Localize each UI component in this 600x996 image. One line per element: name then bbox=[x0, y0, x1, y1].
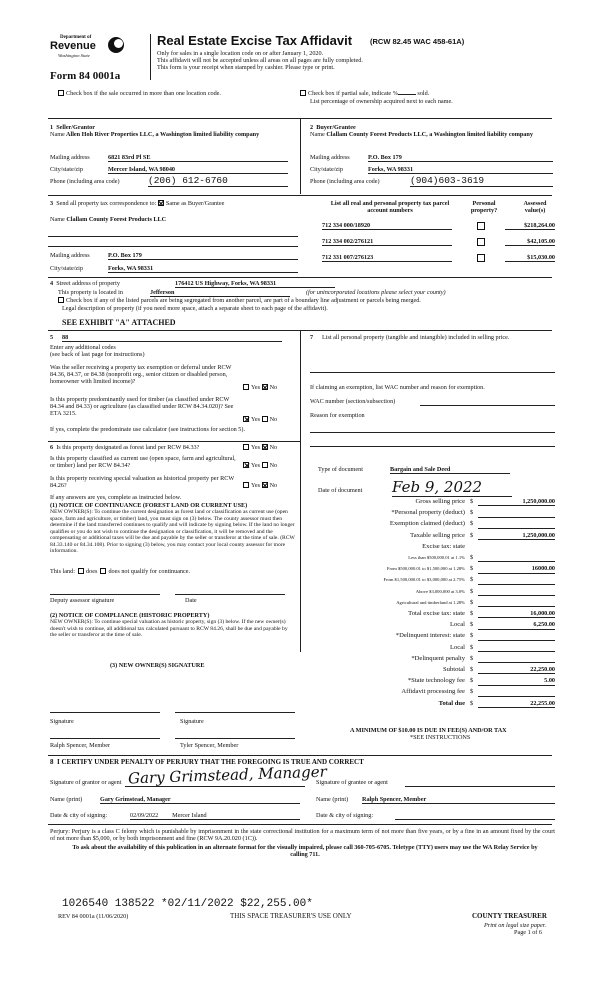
section7-label: List all personal property (tangible and intangible) included in selling price. bbox=[322, 334, 510, 341]
section3-city-value[interactable]: Forks, WA 98331 bbox=[108, 265, 298, 273]
assessed-col-header: Assessed value(s) bbox=[523, 200, 547, 215]
checkbox[interactable] bbox=[243, 384, 249, 390]
buyer-city-value[interactable]: Forks, WA 98331 bbox=[368, 166, 553, 174]
tax-row bbox=[318, 655, 555, 665]
tax-row bbox=[318, 532, 555, 542]
grantor-name-value[interactable]: Gary Grimstead, Manager bbox=[100, 796, 300, 804]
dollar-sign: $ bbox=[470, 666, 474, 673]
page-number: Page 1 of 6 bbox=[514, 929, 543, 936]
grantee-date-label: Date & city of signing: bbox=[316, 812, 374, 819]
dollar-sign: $ bbox=[470, 520, 474, 528]
tax-row bbox=[318, 565, 555, 575]
section3-heading: 3 Send all property tax correspondence to: Same as Buyer/Grantee bbox=[50, 200, 225, 207]
reason-label: Reason for exemption bbox=[310, 412, 365, 419]
tax-row-value[interactable] bbox=[478, 509, 555, 517]
tax-row-value[interactable]: 6,250.00 bbox=[478, 621, 555, 629]
section3-name: Name Clallam County Forest Products LLC bbox=[50, 216, 167, 223]
dollar-sign: $ bbox=[470, 554, 474, 561]
tax-row-label: Local bbox=[449, 621, 465, 629]
same-as-checkbox[interactable] bbox=[158, 200, 164, 206]
tax-row bbox=[318, 498, 555, 508]
tax-row-label: Taxable selling price bbox=[410, 531, 465, 539]
grantor-date-city[interactable]: 02/09/2022 Mercer Island bbox=[130, 812, 300, 820]
tax-row-value[interactable] bbox=[478, 644, 555, 652]
buyer-mailing-value[interactable]: P.O. Box 179 bbox=[368, 154, 553, 162]
assessed-value[interactable]: $42,105.00 bbox=[505, 238, 555, 246]
new-owner-sig-label-1[interactable]: Signature bbox=[50, 718, 74, 725]
checkbox[interactable] bbox=[243, 482, 249, 488]
dollar-sign: $ bbox=[470, 654, 474, 662]
logo-state: Washington State bbox=[58, 53, 90, 58]
tax-row bbox=[318, 520, 555, 530]
land-qualify: This land: does does not qualify for continuance. bbox=[50, 568, 191, 575]
form-number: Form 84 0001a bbox=[50, 70, 121, 82]
checkbox[interactable] bbox=[58, 297, 64, 303]
new-owner-signature-head: (3) NEW OWNER(S) SIGNATURE bbox=[110, 662, 205, 669]
exemption-label: If claiming an exemption, list WAC number and reason for exemption. bbox=[310, 384, 485, 391]
see-instructions-note: *SEE INSTRUCTIONS bbox=[410, 734, 471, 741]
codes-label: Enter any additional codes bbox=[50, 344, 116, 351]
section3-city-label: City/state/zip bbox=[50, 265, 83, 272]
notice-compliance-head: (2) NOTICE OF COMPLIANCE (HISTORIC PROPERTY) bbox=[50, 612, 210, 619]
seller-mailing: Mailing address bbox=[50, 154, 90, 161]
tax-row-value[interactable]: 22,255.00 bbox=[478, 700, 555, 708]
seller-city-label: City/state/zip bbox=[50, 166, 83, 173]
tax-row-value[interactable] bbox=[478, 576, 555, 584]
street-label: 4 Street address of property bbox=[50, 280, 120, 287]
segregated-label: Check box if any of the listed parcels are being segregated from another parcel, are part of a boundary line adjustment or parcels being merged. bbox=[66, 297, 421, 304]
tax-row-label: *State technology fee bbox=[407, 677, 465, 685]
checkbox[interactable] bbox=[262, 416, 268, 422]
dollar-sign: $ bbox=[470, 576, 474, 584]
title-note-1: Only for sales in a single location code on or after January 1, 2020. bbox=[157, 50, 324, 57]
tax-row-label: *Delinquent penalty bbox=[411, 654, 465, 662]
dollar-sign: $ bbox=[470, 610, 474, 617]
tax-row-label: Subtotal bbox=[443, 666, 465, 673]
section5-q2-answer[interactable]: Yes No bbox=[243, 416, 277, 423]
tax-row-value[interactable]: 1,250,000.00 bbox=[478, 498, 555, 506]
buyer-phone-label: Phone (including area code) bbox=[310, 178, 380, 185]
location-code[interactable]: 88 bbox=[62, 334, 282, 342]
logo-emblem-cut bbox=[114, 39, 123, 48]
checkbox[interactable] bbox=[262, 462, 268, 468]
checkbox[interactable] bbox=[100, 568, 106, 574]
seller-heading: 1 Seller/Grantor bbox=[50, 124, 96, 131]
seller-phone-value[interactable]: (206) 612-6760 bbox=[148, 175, 288, 187]
legal-description-label: Legal description of property (if you need more space, attach a separate sheet to each page of the affidavit). bbox=[62, 305, 328, 312]
tax-row-label: Less than $500,000.01 at 1.1% bbox=[408, 555, 465, 560]
form-revision: REV 84 0001a (11/06/2020) bbox=[58, 913, 129, 920]
personal-col-header: Personal property? bbox=[470, 200, 498, 215]
partial-sale-label: Check box if partial sale, indicate % bbox=[308, 90, 398, 97]
dollar-sign: $ bbox=[470, 531, 474, 539]
form-title: Real Estate Excise Tax Affidavit bbox=[157, 33, 353, 48]
county-treasurer-label: COUNTY TREASURER bbox=[472, 912, 547, 920]
checkbox[interactable] bbox=[243, 416, 249, 422]
checkbox[interactable] bbox=[78, 568, 84, 574]
seller-city-value[interactable]: Mercer Island, WA 98040 bbox=[108, 166, 288, 174]
tax-row bbox=[318, 700, 555, 710]
checkbox[interactable] bbox=[262, 482, 268, 488]
tax-row-value[interactable]: 16,000.00 bbox=[478, 610, 555, 618]
section6-q2: Is this property classified as current use (open space, farm and agricultural, or timber) land per RCW 84.34? bbox=[50, 455, 236, 470]
multi-location-check[interactable] bbox=[58, 90, 221, 97]
buyer-heading: 2 Buyer/Grantee bbox=[310, 124, 356, 131]
tax-row-value[interactable]: 1,250,000.00 bbox=[478, 532, 555, 540]
alternate-format-note: To ask about the availability of this publication in an alternate format for the visually impaired, please call 360-705-6705. Teletype (TTY) users may use the WA Relay Service by calling 711. bbox=[72, 844, 538, 859]
new-owner-name-1: Ralph Spencer, Member bbox=[50, 742, 111, 749]
personal-checkbox[interactable] bbox=[477, 254, 485, 262]
title-note-2: This affidavit will not be accepted unless all areas on all pages are fully completed. bbox=[157, 57, 363, 64]
section5-q2: Is this property predominantly used for timber (as classified under RCW 84.34 and 84.33) or agriculture (as classified under RCW 84.34.020)? See ETA 3215. bbox=[50, 396, 234, 418]
doc-type-value[interactable]: Bargain and Sale Deed bbox=[390, 466, 510, 474]
tax-row bbox=[318, 688, 555, 698]
tax-row-value[interactable] bbox=[478, 688, 555, 696]
assessed-value[interactable]: $15,030.00 bbox=[505, 254, 555, 262]
tax-row-value[interactable]: 5.00 bbox=[478, 677, 555, 685]
grantee-signature-label: Signature of grantee or agent bbox=[316, 779, 388, 786]
buyer-phone-value[interactable]: (904)603-3619 bbox=[410, 175, 553, 187]
checkbox[interactable] bbox=[243, 462, 249, 468]
tax-row bbox=[318, 599, 555, 609]
section5-q1-answer[interactable]: Yes No bbox=[243, 384, 277, 391]
segregated-check[interactable] bbox=[58, 297, 421, 304]
checkbox[interactable] bbox=[243, 444, 249, 450]
dor-logo bbox=[50, 34, 130, 66]
codes-note: (see back of last page for instructions) bbox=[50, 351, 145, 358]
parcels-col-header: List all real and personal property tax parcel account numbers bbox=[330, 200, 450, 215]
parcel-number[interactable]: 712 334 002/276121 bbox=[322, 238, 452, 246]
buyer-city-label: City/state/zip bbox=[310, 166, 343, 173]
notice-continuance-body: NEW OWNER(S): To continue the current designation as forest land or classification as current use (open space, farm and agriculture, or timber) land, you must sign on (3) below. The county assessor must then determine if the land transferred continues to qualify and will indicate by signing below. If the land no longer qualifies or you do not wish to continue the designation or classification, it will be removed and the compensating or additional taxes will be due and payable by the seller or transferor at the time of sale. (RCW 84.33.140 or 84.34.108). Prior to signing (3) below, you may contact your local county assessor for more information. bbox=[50, 509, 295, 554]
section6-q1: 6 Is this property designated as forest land per RCW 84.33? bbox=[50, 444, 200, 451]
section6-q3-answer[interactable]: Yes No bbox=[243, 482, 277, 489]
street-address[interactable]: 176412 US Highway, Forks, WA 98331 bbox=[175, 280, 335, 288]
grantor-signature[interactable]: Gary Grimstead, Manager bbox=[127, 762, 328, 788]
parcel-number[interactable]: 712 331 007/276123 bbox=[322, 254, 452, 262]
tax-row-label: Total excise tax: state bbox=[408, 610, 465, 617]
dollar-sign: $ bbox=[470, 632, 474, 640]
treasurer-space-label: THIS SPACE TREASURER'S USE ONLY bbox=[230, 912, 352, 920]
grantor-signature-label: Signature of grantor or agent bbox=[50, 779, 122, 786]
dollar-sign: $ bbox=[470, 598, 474, 606]
tax-row bbox=[318, 576, 555, 586]
personal-checkbox[interactable] bbox=[477, 222, 485, 230]
seller-name: Name Allen Hoh River Properties LLC, a Washington limited liability company bbox=[50, 131, 260, 138]
tax-row-label: Excise tax: state bbox=[422, 542, 465, 550]
personal-checkbox[interactable] bbox=[477, 238, 485, 246]
tax-row bbox=[318, 621, 555, 631]
certify-heading: 8 I CERTIFY UNDER PENALTY OF PERJURY THAT THE FOREGOING IS TRUE AND CORRECT bbox=[50, 758, 364, 766]
treasurer-stamp: 1026540 138522 *02/11/2022 $22,255.00* bbox=[62, 898, 313, 910]
dollar-sign: $ bbox=[470, 509, 474, 517]
multi-location-label: Check box if the sale occurred in more than one location code. bbox=[66, 90, 221, 97]
title-note-3: This form is your receipt when stamped by cashier. Please type or print. bbox=[157, 64, 335, 71]
tax-row-label: From $1,500,000.01 to $3,000,000 at 2.75% bbox=[383, 577, 465, 583]
exhibit-note[interactable]: SEE EXHIBIT "A" ATTACHED bbox=[62, 318, 176, 327]
checkbox[interactable] bbox=[58, 90, 64, 96]
doc-date-value[interactable]: Feb 9, 2022 bbox=[392, 478, 512, 497]
section6-q2-answer[interactable]: Yes No bbox=[243, 462, 277, 469]
located-label: This property is located in bbox=[58, 289, 123, 296]
tax-row bbox=[318, 588, 555, 598]
buyer-name: Name Clallam County Forest Products LLC, a Washington limited liability company bbox=[310, 131, 533, 138]
tax-row-label: Local bbox=[449, 643, 465, 651]
grantee-name-value[interactable]: Ralph Spencer, Member bbox=[362, 796, 555, 804]
county-select[interactable]: Jefferson bbox=[150, 289, 290, 297]
section6-q3: Is this property receiving special valuation as historical property per RCW 84.26? bbox=[50, 475, 235, 490]
legal-size-note: Print on legal size paper. bbox=[484, 922, 547, 929]
doc-type-label: Type of document bbox=[318, 466, 363, 473]
section6-q4: If any answers are yes, complete as instructed below. bbox=[50, 494, 182, 501]
partial-sold-label: sold. bbox=[417, 90, 430, 97]
section5-q1: Was the seller receiving a property tax exemption or deferral under RCW 84.36, 84.37, or 84.38 (nonprofit org., senior citizen or disabled person, homeowner with limited income)? bbox=[50, 364, 232, 386]
tax-row-label: Agricultural and timberland at 1.28% bbox=[396, 599, 465, 605]
ownership-note: List percentage of ownership acquired next to each name. bbox=[310, 98, 453, 105]
tax-row-value[interactable]: 22,250.00 bbox=[478, 666, 555, 674]
seller-phone-label: Phone (including area code) bbox=[50, 178, 120, 185]
tax-row bbox=[318, 554, 555, 564]
dollar-sign: $ bbox=[470, 621, 474, 629]
tax-row bbox=[318, 644, 555, 654]
tax-row bbox=[318, 509, 555, 519]
grantor-date-label: Date & city of signing: bbox=[50, 812, 108, 819]
tax-row-label: Above $3,000,000 at 3.0% bbox=[415, 588, 465, 594]
doc-date-label: Date of document bbox=[318, 487, 363, 494]
unincorp-note: (for unincorporated locations please select your county) bbox=[306, 289, 446, 296]
tax-row-value[interactable] bbox=[478, 655, 555, 663]
deputy-signature-label: Deputy assessor signature bbox=[50, 597, 115, 604]
checkbox[interactable] bbox=[262, 444, 268, 450]
deputy-date-label: Date bbox=[185, 597, 197, 604]
section3-mailing-value[interactable]: P.O. Box 179 bbox=[108, 252, 298, 260]
tax-row-label: From $500,000.01 to $1,500,000 at 1.28% bbox=[386, 566, 465, 572]
wac-label: WAC number (section/subsection) bbox=[310, 398, 396, 405]
grantee-name-label: Name (print) bbox=[316, 796, 349, 803]
tax-row bbox=[318, 610, 555, 620]
new-owner-sig-label-2[interactable]: Signature bbox=[180, 718, 204, 725]
section3-mailing-label: Mailing address bbox=[50, 252, 90, 259]
section7-num: 7 bbox=[310, 334, 314, 341]
dollar-sign: $ bbox=[470, 699, 474, 707]
parcel-number[interactable]: 712 334 000/18920 bbox=[322, 222, 452, 230]
assessed-value[interactable]: $218,264.00 bbox=[505, 222, 555, 230]
tax-row-label: Total due bbox=[438, 699, 465, 707]
tax-row-label: Gross selling price bbox=[415, 498, 465, 505]
tax-row bbox=[318, 632, 555, 642]
notice-continuance-head: (1) NOTICE OF CONTINUANCE (FOREST LAND OR CURRENT USE) bbox=[50, 502, 248, 509]
tax-row-label: *Personal property (deduct) bbox=[391, 509, 465, 517]
partial-sale-check[interactable] bbox=[300, 90, 429, 97]
grantor-name-label: Name (print) bbox=[50, 796, 83, 803]
minimum-fee-note: A MINIMUM OF $10.00 IS DUE IN FEE(S) AND/OR TAX bbox=[350, 727, 507, 734]
tax-row bbox=[318, 666, 555, 676]
logo-name: Revenue bbox=[50, 40, 96, 52]
tax-row-label: *Delinquent interest: state bbox=[395, 632, 465, 640]
tax-row-value[interactable] bbox=[478, 554, 555, 562]
dollar-sign: $ bbox=[470, 587, 474, 595]
tax-row-value[interactable] bbox=[478, 520, 555, 528]
section6-q1-answer[interactable]: Yes No bbox=[243, 444, 277, 451]
form-title-ref: (RCW 82.45 WAC 458-61A) bbox=[370, 37, 465, 46]
tax-row-value[interactable]: 16000.00 bbox=[478, 565, 555, 573]
dollar-sign: $ bbox=[470, 677, 474, 685]
new-owner-name-2: Tyler Spencer, Member bbox=[180, 742, 239, 749]
tax-row-value[interactable] bbox=[478, 599, 555, 607]
tax-row-value[interactable] bbox=[478, 588, 555, 596]
buyer-mailing-label: Mailing address bbox=[310, 154, 350, 161]
dollar-sign: $ bbox=[470, 565, 474, 573]
notice-compliance-body: NEW OWNER(S): To continue special valuation as historic property, sign (3) below. If the new owner(s) doesn't wish to continue, all additional tax calculated pursuant to RCW 84.26, shall be due and payable by the seller or transferor at the time of sale. bbox=[50, 619, 288, 638]
tax-row bbox=[318, 543, 555, 553]
section5-num: 5 bbox=[50, 334, 54, 341]
dollar-sign: $ bbox=[470, 498, 474, 505]
tax-row-label: Exemption claimed (deduct) bbox=[389, 520, 465, 528]
tax-row-value[interactable] bbox=[478, 632, 555, 640]
checkbox[interactable] bbox=[300, 90, 306, 96]
checkbox[interactable] bbox=[262, 384, 268, 390]
tax-row-label: Affidavit processing fee bbox=[401, 688, 465, 696]
section5-q3: If yes, complete the predominate use calculator (see instructions for section 5). bbox=[50, 426, 246, 433]
seller-mailing-value[interactable]: 6821 83rd Pl SE bbox=[108, 154, 288, 162]
perjury-notice: Perjury: Perjury is a class C felony which is punishable by imprisonment in the state correctional institution for a maximum term of not more than five years, or by a fine in an amount fixed by the court of not more than $5,000, or by both imprisonment and fine (RCW 9A.20.020 (1C)). bbox=[50, 828, 555, 843]
dollar-sign: $ bbox=[470, 643, 474, 651]
logo-dept: Department of bbox=[60, 35, 92, 40]
dollar-sign: $ bbox=[470, 688, 474, 696]
tax-row bbox=[318, 677, 555, 687]
